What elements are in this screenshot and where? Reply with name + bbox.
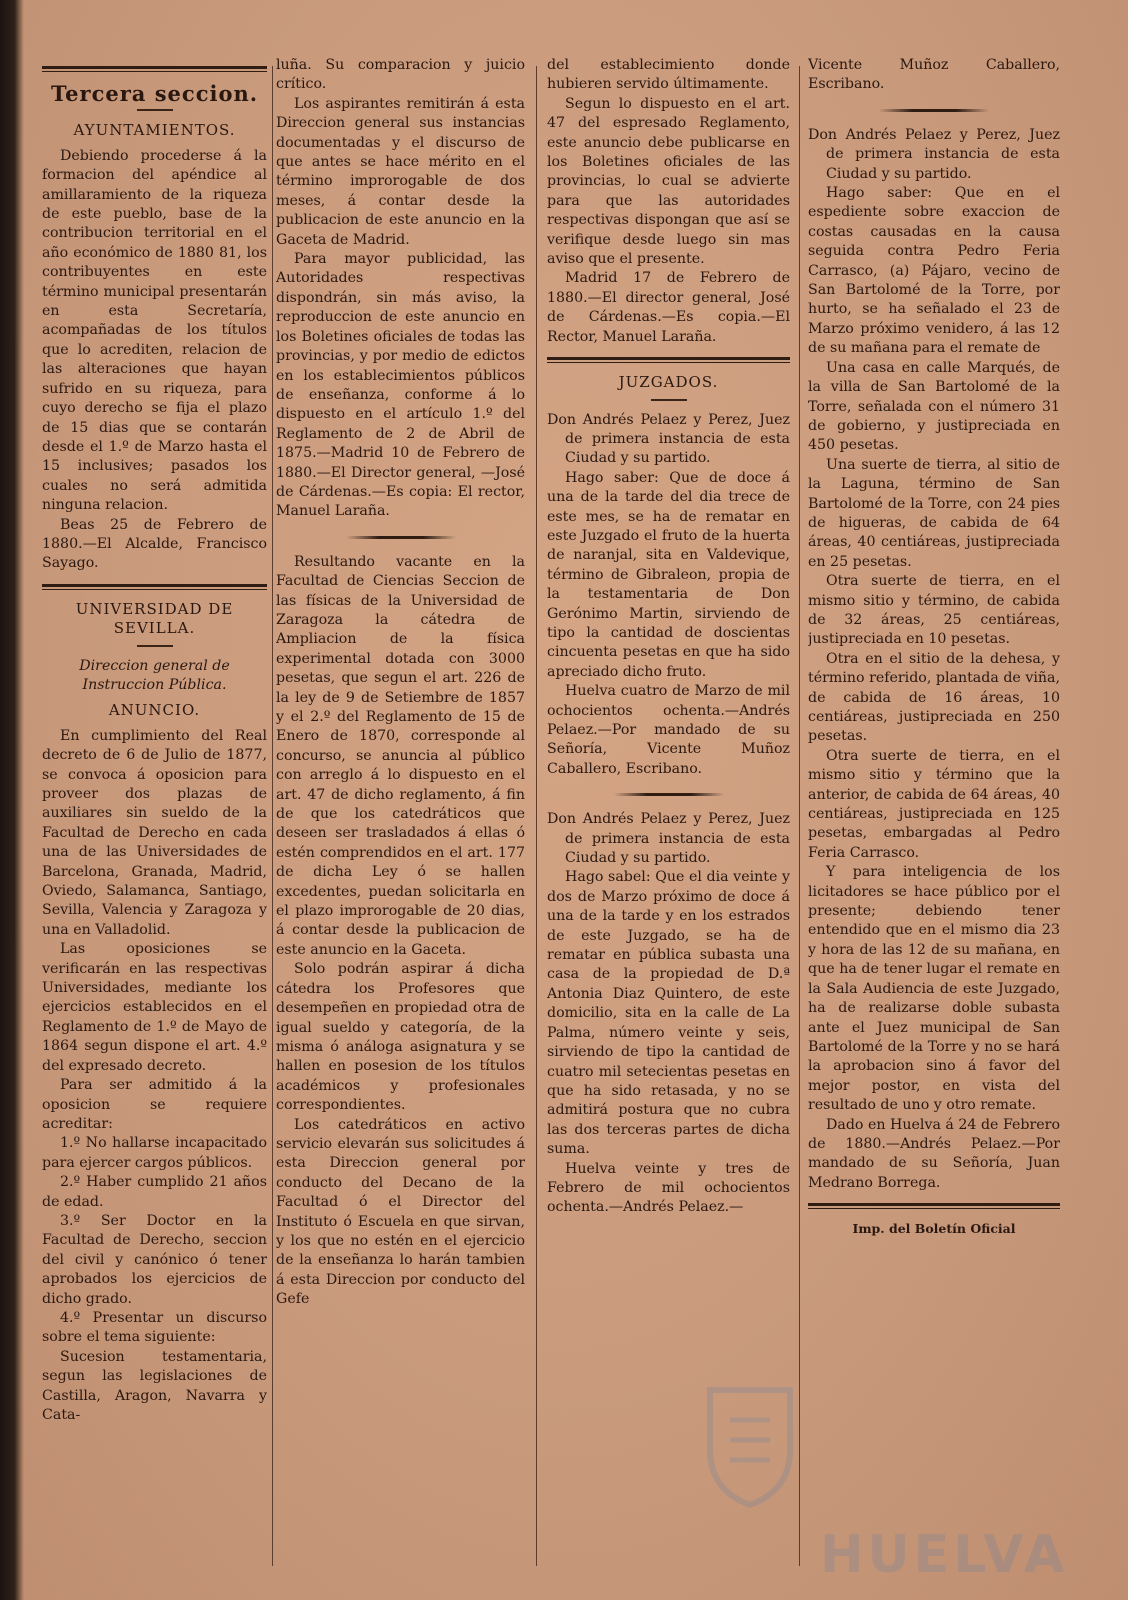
- paragraph: Sucesion testamentaria, segun las legislaciones de Castilla, Aragon, Navarra y Cata-: [42, 1348, 267, 1423]
- paragraph: Las oposiciones se verificarán en las respectivas Universidades, mediante los ejercicios establecidos en el Reglamento de 1.º de Mayo de 1864 segun dispone el art. 4.º del expresado decreto.: [42, 941, 267, 1074]
- shield-icon: [700, 1380, 800, 1510]
- ornament-divider: [346, 536, 456, 539]
- paragraph: Otra suerte de tierra, en el mismo sitio y término que la anterior, de cabida de 64 áreas, 40 centiáreas, justipreciada en 125 pesetas, embargadas al Pedro Feria Carrasco.: [808, 747, 1060, 861]
- column-4: [808, 56, 1060, 1239]
- section-rule: [42, 584, 267, 590]
- paragraph: Resultando vacante en la Facultad de Ciencias Seccion de las físicas de la Universidad de Zaragoza la cátedra de Ampliacion de la física experimental dotada con 3000 pesetas, que segun el art. 226 de la ley de 9 de Setiembre de 1857 y el 2.º del Reglamento de 15 de Enero de 1870, corresponde al concurso, se anuncia al público con arreglo á lo dispuesto en el art. 47 de dicho reglamento, á fin de que los catedráticos que deseen ser trasladados á ellas ó estén comprendidos en el art. 177 de dicha Ley ó se hallen excedentes, puedan solicitarla en el plazo improrogable de 20 dias, á contar desde la publicacion de este anuncio en la Gaceta.: [276, 553, 525, 958]
- paragraph: Solo podrán aspirar á dicha cátedra los Profesores que desempeñen en propiedad otra de igual sueldo y categoría, de la misma ó análoga asignatura y se hallen en posesion de los títulos académicos y profesionales correspondientes.: [276, 961, 525, 1114]
- paragraph: Huelva veinte y tres de Febrero de mil ochocientos ochenta.—Andrés Pelaez.—: [547, 1160, 790, 1216]
- section-title: Tercera seccion.: [50, 81, 259, 106]
- heading-juzgados: JUZGADOS.: [618, 373, 719, 392]
- column-3: [547, 56, 790, 1218]
- dash-divider: [137, 645, 173, 647]
- paragraph: Hago saber: Que en el espediente sobre exaccion de costas causadas en la causa seguida contra Pedro Feria Carrasco, (a) Pájaro, vecino de San Bartolomé de la Torre, por hurto, se ha señalado el 23 de Marzo próximo venidero, á las 12 de su mañana para el remate de: [808, 185, 1060, 357]
- watermark-text: HUELVA: [820, 1525, 1069, 1585]
- column-rule: [272, 66, 273, 1566]
- footer-rule: [808, 1203, 1060, 1209]
- paragraph: Otra en el sitio de la dehesa, y término referido, plantada de viña, de cabida de 16 áreas, 10 centiáreas, justipreciada en 250 pesetas.: [808, 650, 1060, 745]
- paragraph: Hago saber: Que de doce á una de la tarde del dia trece de este mes, se ha de rematar en este Juzgado el fruto de la huerta de naranjal, sita en Valdevique, término de Gibraleon, propia de la testamentaria de Don Gerónimo Martin, sirviendo de tipo la cantidad de doscientas cincuenta pesetas en que ha sido apreciado dicho fruto.: [547, 469, 790, 680]
- paragraph: Para mayor publicidad, las Autoridades respectivas dispondrán, sin más aviso, la reproduccion de este anuncio en los Boletines oficiales de todas las provincias, y por medio de edictos en los establecimientos públicos de enseñanza, conforme á lo dispuesto en el artículo 1.º del Reglamento de 2 de Abril de 1875.—Madrid 10 de Febrero de 1880.—El Director general, —José de Cárdenas.—Es copia: El rector, Manuel Laraña.: [276, 251, 525, 520]
- paragraph: Para ser admitido á la oposicion se requiere acreditar:: [42, 1077, 267, 1132]
- paragraph: 3.º Ser Doctor en la Facultad de Derecho, seccion del civil y canónico ó tener aprobados los ejercicios de dicho grado.: [42, 1212, 267, 1307]
- paragraph: Don Andrés Pelaez y Perez, Juez de primera instancia de esta Ciudad y su partido.: [547, 411, 790, 467]
- paragraph: Huelva cuatro de Marzo de mil ochocientos ochenta.—Andrés Pelaez.—Por mandado de su Señoría, Vicente Muñoz Caballero, Escribano.: [547, 683, 790, 777]
- paragraph: luña. Su comparacion y juicio crítico.: [276, 57, 525, 93]
- paragraph: Otra suerte de tierra, en el mismo sitio y término, de cabida de 32 áreas, 25 centiáreas, justipreciada en 10 pesetas.: [808, 573, 1060, 648]
- paragraph: Vicente Muñoz Caballero, Escribano.: [808, 57, 1060, 93]
- paragraph: Madrid 17 de Febrero de 1880.—El director general, José de Cárdenas.—Es copia.—El Rector, Manuel Laraña.: [547, 270, 790, 345]
- column-1: [42, 56, 267, 1425]
- paragraph: Hago sabel: Que el dia veinte y dos de Marzo próximo de doce á una de la tarde y en los estrados de este Juzgado, se ha de rematar en pública subasta una casa de la propiedad de D.ª Antonia Diaz Quintero, de este domicilio, sita en la calle de La Palma, número veinte y seis, sirviendo de tipo la cantidad de cuatro mil setecientas pesetas en que ha sido retasada, y no se admitirá postura que no cubra las dos terceras partes de dicha suma.: [547, 869, 790, 1158]
- heading-ayuntamientos: AYUNTAMIENTOS.: [73, 121, 236, 140]
- dash-divider: [137, 109, 173, 111]
- paragraph: Debiendo procederse á la formacion del apéndice al amillaramiento de la riqueza de este pueblo, base de la contribucion territorial en el año económico de 1880 81, los contribuyentes en este término municipal presentarán en esta Secretaría, acompañadas de los títulos que lo acrediten, relacion de las alteraciones que hayan sufrido en su riqueza, para cuyo derecho se fija el plazo de 15 dias que se contarán desde el 1.º de Marzo hasta el 15 inclusives; pasados los cuales no será admitida ninguna relacion.: [42, 147, 267, 514]
- italic-subheading: Direccion general de Instruccion Pública.: [79, 657, 230, 693]
- heading-universidad: UNIVERSIDAD DE SEVILLA.: [75, 599, 234, 638]
- paragraph: Una casa en calle Marqués, de la villa de San Bartolomé de la Torre, señalada con el número 31 de gobierno, y justipreciada en 450 pesetas.: [808, 359, 1060, 454]
- heading-anuncio: ANUNCIO.: [108, 701, 201, 720]
- paragraph: Y para inteligencia de los licitadores se hace público por el presente; debiendo tener entendido que en el mismo dia 23 y hora de las 12 de su mañana, en que ha de tener lugar el remate en la Sala Audiencia de este Juzgado, ha de realizarse doble subasta ante el Juez municipal de San Bartolomé de la Torre y no se hará la aprobacion sino á favor del mejor postor, en vista del resultado de uno y otro remate.: [808, 864, 1060, 1114]
- paragraph: Segun lo dispuesto en el art. 47 del espresado Reglamento, este anuncio debe publicarse en los Boletines oficiales de las provincias, lo cual se advierte para que las autoridades respectivas dispongan que así se verifique desde luego sin mas aviso que el presente.: [547, 95, 790, 268]
- paragraph: 2.º Haber cumplido 21 años de edad.: [42, 1174, 267, 1210]
- ornament-divider: [879, 109, 989, 112]
- library-watermark: [700, 1380, 1069, 1585]
- ornament-divider: [614, 793, 724, 796]
- top-rule: [42, 66, 267, 72]
- section-rule: [547, 357, 790, 363]
- paragraph: del establecimiento donde hubieren servido últimamente.: [547, 57, 790, 93]
- paragraph: Los catedráticos en activo servicio elevarán sus solicitudes á esta Direccion general por conducto del Decano de la Facultad ó el Director del Instituto ó Escuela en que sirvan, y los que no estén en el ejercicio de la enseñanza lo harán tambien á esta Direccion por conducto del Gefe: [276, 1116, 525, 1308]
- dash-divider: [651, 399, 687, 401]
- paragraph: En cumplimiento del Real decreto de 6 de Julio de 1877, se convoca á oposicion para proveer dos plazas de auxiliares sin sueldo de la Facultad de Derecho en cada una de las Universidades de Barcelona, Granada, Madrid, Oviedo, Salamanca, Santiago, Sevilla, Valencia y Zaragoza y una en Valladolid.: [42, 727, 267, 938]
- paragraph: Beas 25 de Febrero de 1880.—El Alcalde, Francisco Sayago.: [42, 516, 267, 572]
- column-rule: [536, 66, 537, 1566]
- torn-left-edge: [0, 0, 24, 1600]
- paragraph: Dado en Huelva á 24 de Febrero de 1880.—Andrés Pelaez.—Por mandado de su Señoría, Juan Medrano Borrega.: [808, 1116, 1060, 1191]
- paragraph: Los aspirantes remitirán á esta Direccion general sus instancias documentadas y el discurso de que antes se hace mérito en el término improrogable de dos meses, á contar desde la publicacion de este anuncio en la Gaceta de Madrid.: [276, 95, 525, 248]
- paragraph: Don Andrés Pelaez y Perez, Juez de primera instancia de esta Ciudad y su partido.: [547, 811, 790, 867]
- column-2: [276, 56, 525, 1310]
- paragraph: Una suerte de tierra, al sitio de la Laguna, término de San Bartolomé de la Torre, con 24 pies de higueras, de cabida de 64 áreas, 40 centiáreas, justipreciada en 25 pesetas.: [808, 456, 1060, 570]
- column-rule: [799, 66, 800, 1566]
- paragraph: 4.º Presentar un discurso sobre el tema siguiente:: [42, 1309, 267, 1346]
- paragraph: 1.º No hallarse incapacitado para ejercer cargos públicos.: [42, 1135, 267, 1171]
- imprint-footer: Imp. del Boletín Oficial: [852, 1221, 1016, 1237]
- paragraph: Don Andrés Pelaez y Perez, Juez de primera instancia de esta Ciudad y su partido.: [808, 126, 1060, 182]
